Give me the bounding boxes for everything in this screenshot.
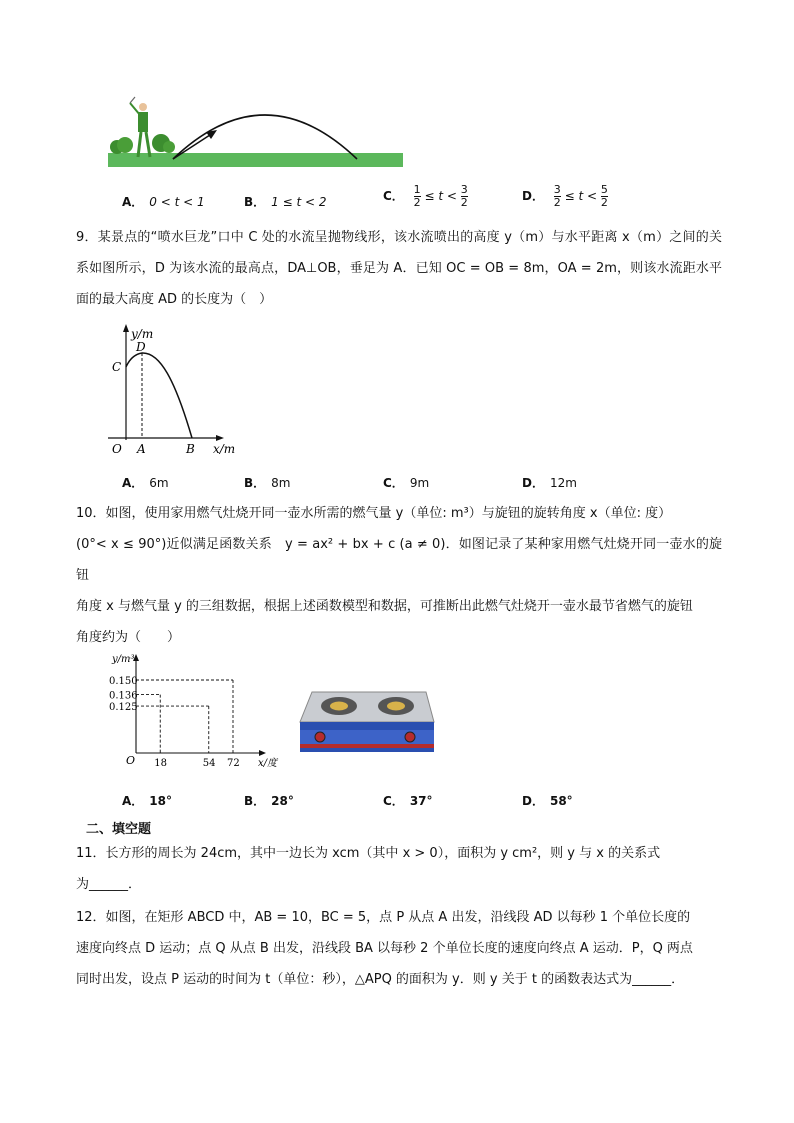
q9-option-b[interactable]: B． 8m — [244, 476, 291, 490]
fraction: $\frac{1}{2}$ — [413, 183, 421, 209]
fraction: $\frac{3}{2}$ — [553, 183, 561, 209]
y-axis-label: y/m³ — [112, 654, 135, 665]
q9-option-c[interactable]: C． 9m — [383, 476, 430, 490]
y-axis-label: y/m — [131, 327, 154, 341]
question-10-text: 10．如图，使用家用燃气灶烧开同一壶水所需的燃气量 y（单位: m³）与旋钮的旋转角度 x（单位: 度） (0°< x ≤ 90°)近似满足函数关系 y = ax² + bx + c (a ≠ 0)．如图记录了某种家用燃气灶烧开同一壶水的旋钮 角度 x 与燃气量 y 的三组数据，根据上述函数模型和数据，可推断出此燃气灶烧开一壶水最节省燃气的旋钮 角度约为（ ） — [76, 506, 722, 645]
y-tick-label: 0.125 — [109, 702, 138, 714]
stove-top — [300, 692, 434, 722]
origin-label: O — [126, 754, 136, 767]
y-tick-label: 0.136 — [109, 690, 138, 702]
q10-option-b[interactable]: B． 28° — [244, 794, 294, 808]
section-heading: 二、填空题 — [86, 822, 152, 837]
q8-option-d[interactable]: D． $\frac{3}{2}$ ≤ t < $\frac{5}{2}$ — [522, 183, 608, 209]
x-tick-label: 72 — [227, 758, 240, 769]
golf-figure — [105, 95, 405, 170]
q10-chart — [108, 648, 283, 773]
x-axis-label: x/m — [213, 442, 236, 456]
knob-left-icon — [315, 732, 325, 742]
golfer-icon — [130, 97, 150, 157]
q10-option-c[interactable]: C． 37° — [383, 794, 433, 808]
point-a-label: A — [137, 442, 146, 456]
x-tick-label: 18 — [154, 758, 167, 769]
x-axis-label: x/度 — [258, 758, 278, 769]
q9-option-d[interactable]: D． 12m — [522, 476, 577, 490]
knob-right-icon — [405, 732, 415, 742]
grass-strip — [108, 153, 403, 167]
q9-option-a[interactable]: A． 6m — [122, 476, 169, 490]
origin-label: O — [112, 442, 122, 456]
fraction: $\frac{5}{2}$ — [600, 183, 608, 209]
question-9-text: 9．某景点的“喷水巨龙”口中 C 处的水流呈抛物线形，该水流喷出的高度 y（m）与水平距离 x（m）之间的关系如图所示，D 为该水流的最高点，DA⊥OB，垂足为 A．已知 OC = OB = 8m，OA = 2m，则该水流距水平面的最大高度 AD 的长度为（ ） — [76, 230, 722, 307]
point-b-label: B — [186, 442, 195, 456]
q8-option-a[interactable]: A． 0 < t < 1 — [122, 195, 205, 209]
x-axis-arrow-icon — [216, 435, 224, 441]
q8-option-b[interactable]: B． 1 ≤ t < 2 — [244, 195, 327, 209]
q10-option-d[interactable]: D． 58° — [522, 794, 573, 808]
x-tick-label: 54 — [202, 758, 216, 769]
y-tick-label: 0.150 — [109, 676, 138, 687]
x-axis-arrow-icon — [259, 750, 266, 756]
question-11-text: 11．长方形的周长为 24cm，其中一边长为 xcm（其中 x > 0），面积为 y cm²，则 y 与 x 的关系式 为______． — [76, 846, 661, 892]
ball-trajectory — [173, 115, 357, 159]
q8-option-c[interactable]: C． $\frac{1}{2}$ ≤ t < $\frac{3}{2}$ — [383, 183, 468, 209]
gas-stove-image — [294, 680, 444, 775]
parabola-curve — [126, 353, 192, 438]
fraction: $\frac{3}{2}$ — [460, 183, 468, 209]
q10-option-a[interactable]: A． 18° — [122, 794, 172, 808]
bush-left-icon — [110, 137, 133, 154]
point-c-label: C — [112, 360, 122, 374]
bush-right-icon — [152, 134, 175, 153]
point-d-label: D — [136, 340, 146, 354]
question-12-text: 12．如图，在矩形 ABCD 中，AB = 10，BC = 5，点 P 从点 A 出发，沿线段 AD 以每秒 1 个单位长度的 速度向终点 D 运动；点 Q 从点 B 出发，沿线段 BA 以每秒 2 个单位长度的速度向终点 A 运动．P，Q 两点 同时出发，设点 P 运动的时间为 t（单位：秒），△APQ 的面积为 y．则 y 关于 t 的函数表达式为______． — [76, 910, 693, 987]
y-axis-arrow-icon — [123, 324, 129, 332]
q9-graph — [100, 320, 260, 460]
